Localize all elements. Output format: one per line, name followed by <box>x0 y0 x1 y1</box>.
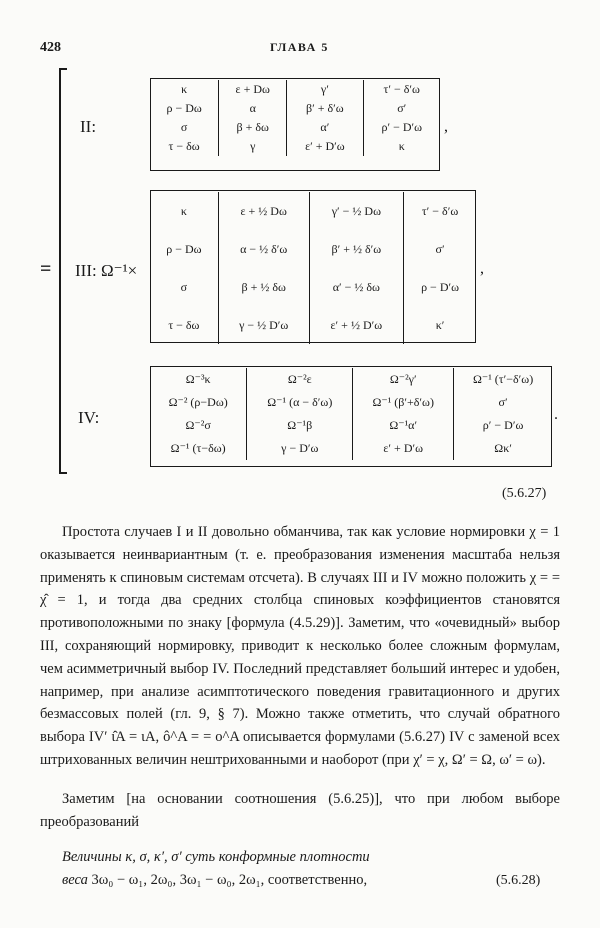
case-iv-bottom-rule <box>150 466 552 467</box>
matrix-cell: κ′ <box>404 306 476 344</box>
matrix-cell: σ′ <box>454 391 552 414</box>
equation-number-5-6-27: (5.6.27) <box>502 486 547 501</box>
matrix-cell: β′ + δ′ω <box>287 99 363 118</box>
matrix-cell: Ω⁻² (ρ−Dω) <box>168 395 228 409</box>
matrix-cell: ε′ + D′ω <box>353 437 454 460</box>
matrix-row <box>150 80 440 99</box>
matrix-cell: τ′ − δ′ω <box>404 192 476 230</box>
matrix-cell: Ω⁻¹α′ <box>353 414 454 437</box>
matrix-row <box>150 118 440 137</box>
body-paragraph-1: Простота случаев I и II довольно обманчива, так как условие нормировки χ = 1 оказывается неинвариантным (т. е. преобразования изменения масштаба нельзя применять к спиновым системам отсчета). В случаях III и IV можно положить χ = = χ̂ = 1, и тогда два средних столбца спиновых коэффициентов становятся противоположными по знаку [формула (4.5.29)]. Заметим, что «очевидный» выбор III, сохраняющий нормировку, приводит к несколько более сложным формулам, чем асимметричный выбор IV. Последний представляет больший интерес и удобен, например, при анализе асимптотического поведения гравитационного и других безмассовых полей (гл. 9, § 7). Можно также отметить, что случай обратного выбора IV′ ɩ̂A = ɩA, ô^A = = o^A описывается формулами (5.6.27) IV с заменой всех штрихованных величин нештрихованными и наоборот (при χ′ = χ, Ω′ = Ω, ω′ = ω). <box>40 524 560 768</box>
matrix-cell: σ′ <box>363 99 440 118</box>
matrix-cell: Ω⁻¹β <box>247 414 353 437</box>
matrix-cell: Ωκ′ <box>454 437 552 460</box>
equation-number-5-6-28: (5.6.28) <box>496 873 541 888</box>
matrix-row <box>150 437 552 460</box>
case-iv-punct: . <box>554 406 558 423</box>
matrix-cell: α − ½ δ′ω <box>218 230 309 268</box>
left-brace <box>59 68 67 474</box>
matrix-cell: κ <box>181 82 188 96</box>
matrix-cell: ρ − D′ω <box>404 268 476 306</box>
matrix-cell: γ′ − ½ Dω <box>309 192 403 230</box>
matrix-row <box>150 192 476 230</box>
page-number: 428 <box>40 40 61 55</box>
matrix-cell: σ <box>180 120 188 134</box>
matrix-row <box>150 391 552 414</box>
statement-weight-word: веса <box>62 872 88 888</box>
case-ii-punct: , <box>444 118 448 135</box>
matrix-cell: ε′ + ½ D′ω <box>309 306 403 344</box>
case-iii-label: III: Ω⁻¹× <box>75 261 138 280</box>
case-ii-bottom-rule <box>150 170 440 171</box>
matrix-cell: α <box>219 99 287 118</box>
case-iv-label: IV: <box>78 408 100 427</box>
page-header <box>40 40 560 56</box>
statement-line-1: Величины κ, σ, κ′, σ′ суть конформные плотности <box>62 849 370 865</box>
matrix-row <box>150 230 476 268</box>
matrix-cell: ε′ + D′ω <box>287 137 363 156</box>
case-ii-label: II: <box>80 117 97 136</box>
body-paragraph-2: Заметим [на основании соотношения (5.6.25)], что при любом выборе преобразований <box>40 791 560 830</box>
matrix-cell: α′ − ½ δω <box>309 268 403 306</box>
matrix-cell: Ω⁻¹ (τ′−δ′ω) <box>454 368 552 391</box>
matrix-cell: κ <box>363 137 440 156</box>
matrix-cell: Ω⁻²γ′ <box>353 368 454 391</box>
matrix-cell: Ω⁻³κ <box>185 372 211 386</box>
matrix-row <box>150 306 476 344</box>
matrix-cell: Ω⁻²σ <box>185 418 211 432</box>
matrix-cell: Ω⁻¹ (β′+δ′ω) <box>353 391 454 414</box>
matrix-cell: α′ <box>287 118 363 137</box>
case-ii-matrix <box>150 80 440 156</box>
matrix-cell: ρ − Dω <box>166 241 202 256</box>
matrix-cell: ε + ½ Dω <box>218 192 309 230</box>
matrix-cell: Ω⁻²ε <box>247 368 353 391</box>
matrix-cell: ε + Dω <box>219 80 287 99</box>
case-iii-punct: , <box>480 260 484 277</box>
matrix-cell: γ <box>219 137 287 156</box>
matrix-cell: β + δω <box>219 118 287 137</box>
case-iii-matrix <box>150 192 476 344</box>
equals-sign: = <box>40 258 52 280</box>
matrix-cell: γ′ <box>287 80 363 99</box>
matrix-row <box>150 414 552 437</box>
matrix-cell: Ω⁻¹ (α − δ′ω) <box>247 391 353 414</box>
matrix-cell: Ω⁻¹ (τ−δω) <box>170 441 226 455</box>
matrix-cell: γ − ½ D′ω <box>218 306 309 344</box>
matrix-cell: κ <box>180 203 187 218</box>
matrix-row <box>150 137 440 156</box>
matrix-cell: γ − D′ω <box>247 437 353 460</box>
statement-weights: 3ω₀ − ω₁, 2ω₀, 3ω₁ − ω₀, 2ω₁, соответственно, <box>91 872 368 888</box>
chapter-title: ГЛАВА 5 <box>270 40 329 54</box>
statement-line-2 <box>62 872 367 889</box>
matrix-row <box>150 268 476 306</box>
matrix-cell: ρ′ − D′ω <box>454 414 552 437</box>
matrix-cell: σ <box>180 279 188 294</box>
matrix-cell: τ′ − δ′ω <box>363 80 440 99</box>
matrix-cell: σ′ <box>404 230 476 268</box>
matrix-row <box>150 99 440 118</box>
matrix-cell: ρ − Dω <box>166 101 202 115</box>
matrix-cell: β′ + ½ δ′ω <box>309 230 403 268</box>
matrix-cell: β + ½ δω <box>218 268 309 306</box>
matrix-row <box>150 368 552 391</box>
matrix-cell: ρ′ − D′ω <box>363 118 440 137</box>
matrix-cell: τ − δω <box>168 317 200 332</box>
matrix-cell: τ − δω <box>168 139 200 153</box>
case-iv-matrix <box>150 368 552 460</box>
